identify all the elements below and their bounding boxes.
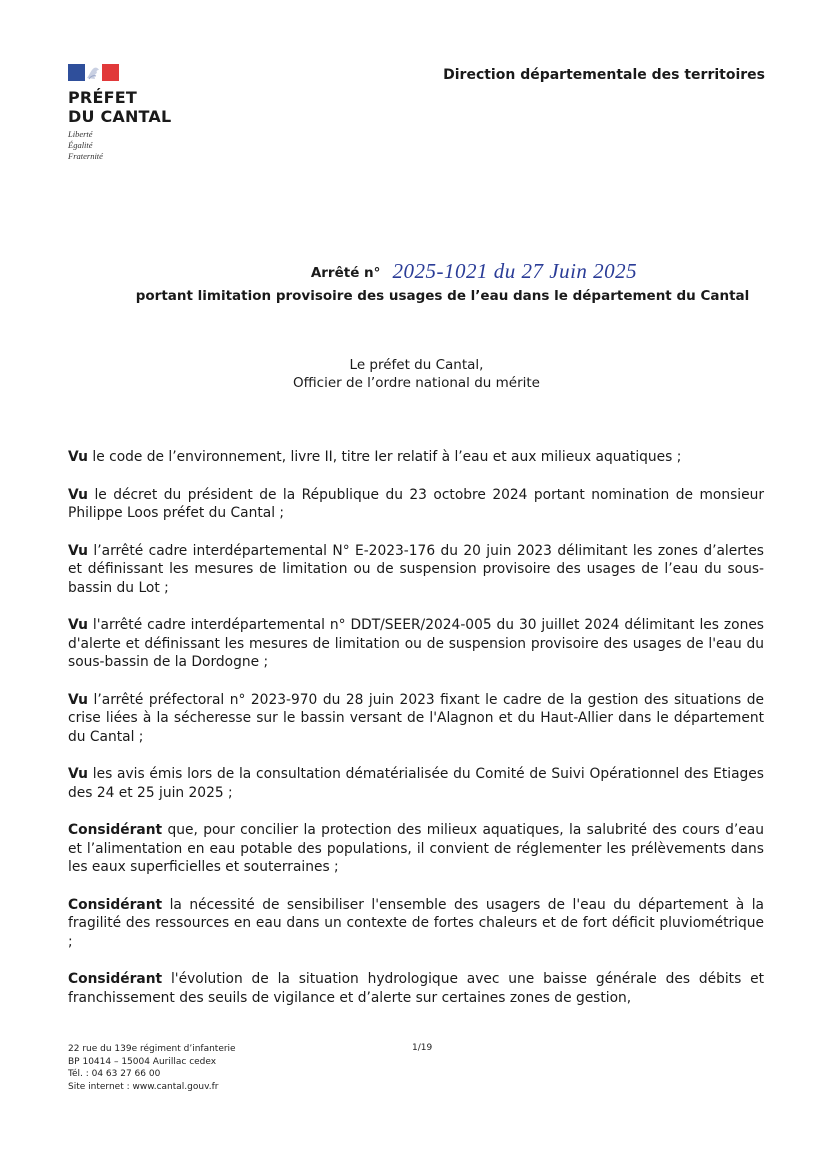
paragraph-text: le décret du président de la République du 23 octobre 2024 portant nomination de monsieur Philippe Loos préfet du Cantal ; <box>68 486 764 521</box>
direction-heading: Direction départementale des territoires <box>443 67 765 83</box>
paragraph <box>68 896 764 952</box>
paragraph-keyword: Considérant <box>68 971 163 987</box>
marianne-flag-icon <box>68 64 119 81</box>
paragraph <box>68 691 764 747</box>
arrete-prefix: Arrêté n° <box>310 265 381 281</box>
prefecture-logo <box>68 64 208 162</box>
paragraph <box>68 616 764 672</box>
paragraph-text: l’arrêté cadre interdépartemental N° E-2023-176 du 20 juin 2023 délimitant les zones d’alertes et définissant les mesures de limitation ou de suspension provisoire des usages de l’eau du sous-bassin du Lot ; <box>68 542 764 596</box>
paragraph-keyword: Considérant <box>68 822 163 838</box>
paragraph-keyword: Vu <box>68 691 89 708</box>
motto-liberte: Liberté <box>68 129 93 139</box>
paragraph-text: que, pour concilier la protection des milieux aquatiques, la salubrité des cours d’eau et l’alimentation en eau potable des populations, il convient de réglementer les prélèvements dans les eaux superficielles et souterraines ; <box>68 822 764 875</box>
document-body <box>68 448 764 1026</box>
arrete-subtitle: portant limitation provisoire des usages de l’eau dans le département du Cantal <box>135 288 750 304</box>
footer-address-line2: BP 10414 – 15004 Aurillac cedex <box>68 1056 217 1067</box>
republic-motto <box>68 129 208 162</box>
footer-website: Site internet : www.cantal.gouv.fr <box>68 1081 219 1092</box>
paragraph-text: l'évolution de la situation hydrologique avec une baisse générale des débits et franchissement des seuils de vigilance et d’alerte sur certaines zones de gestion, <box>68 971 764 1006</box>
paragraph <box>68 970 764 1007</box>
handwritten-arrete-number: 2025-1021 du 27 Juin 2025 <box>392 259 638 283</box>
arrete-title <box>0 258 827 283</box>
page-number: 1/19 <box>412 1043 433 1053</box>
paragraph-keyword: Considérant <box>68 896 163 913</box>
paragraph <box>68 486 764 523</box>
paragraph-keyword: Vu <box>68 449 89 465</box>
org-name-line2: DU CANTAL <box>68 107 172 126</box>
footer-phone: Tél. : 04 63 27 66 00 <box>68 1069 161 1079</box>
paragraph-keyword: Vu <box>68 486 89 503</box>
prefet-block <box>0 356 827 392</box>
footer-address-line1: 22 rue du 139e régiment d’infanterie <box>68 1044 236 1054</box>
paragraph <box>68 765 764 802</box>
motto-fraternite: Fraternité <box>68 151 103 161</box>
paragraph <box>68 448 764 467</box>
paragraph-text: l'arrêté cadre interdépartemental n° DDT/SEER/2024-005 du 30 juillet 2024 délimitant les zones d'alerte et définissant les mesures de limitation ou de suspension provisoire des usages de l'eau du sous-bassin de la Dordogne ; <box>68 617 764 670</box>
org-name-line1: PRÉFET <box>68 88 137 107</box>
paragraph-text: l’arrêté préfectoral n° 2023-970 du 28 juin 2023 fixant le cadre de la gestion des situations de crise liées à la sécheresse sur le bassin versant de l'Alagnon et du Haut-Allier dans le département du Cantal ; <box>68 691 764 745</box>
paragraph-keyword: Vu <box>68 766 89 782</box>
paragraph-keyword: Vu <box>68 617 89 633</box>
paragraph-text: les avis émis lors de la consultation dématérialisée du Comité de Suivi Opérationnel des Etiages des 24 et 25 juin 2025 ; <box>68 766 764 801</box>
prefet-line2: Officier de l’ordre national du mérite <box>293 375 540 391</box>
paragraph-keyword: Vu <box>68 542 89 559</box>
footer-address <box>68 1043 308 1093</box>
paragraph-text: la nécessité de sensibiliser l'ensemble des usagers de l'eau du département à la fragilité des ressources en eau dans un contexte de fortes chaleurs et de fort déficit pluviométrique ; <box>68 896 764 950</box>
paragraph-text: le code de l’environnement, livre II, titre Ier relatif à l’eau et aux milieux aquatiques ; <box>88 449 682 465</box>
prefet-line1: Le préfet du Cantal, <box>349 357 484 373</box>
motto-egalite: Égalité <box>68 140 93 150</box>
paragraph <box>68 542 764 598</box>
paragraph <box>68 821 764 877</box>
